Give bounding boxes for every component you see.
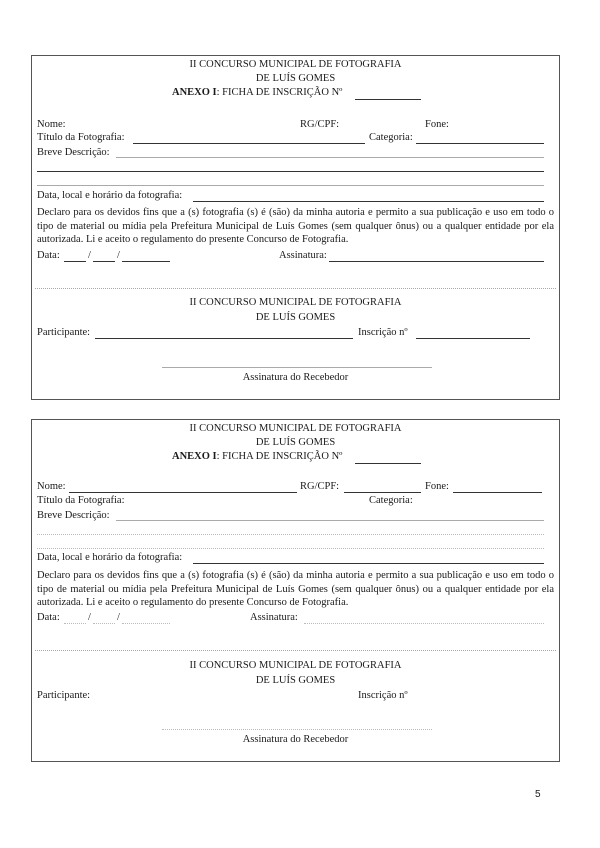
date-separator: /	[88, 612, 91, 623]
inscricao-field[interactable]	[416, 338, 530, 339]
rg-cpf-label: RG/CPF:	[300, 481, 340, 492]
registration-number-field[interactable]	[355, 463, 421, 464]
nome-label: Nome:	[37, 481, 66, 492]
date-year-field[interactable]	[122, 623, 170, 624]
descricao-label: Breve Descrição:	[37, 147, 110, 158]
rg-cpf-label: RG/CPF:	[300, 119, 340, 130]
form-title-line2: DE LUÍS GOMES	[255, 73, 336, 84]
data-local-field[interactable]	[193, 201, 544, 202]
descricao-line-2[interactable]	[37, 534, 544, 535]
assinatura-field[interactable]	[329, 261, 544, 262]
assinatura-label: Assinatura:	[279, 250, 327, 261]
cut-line	[35, 288, 556, 289]
fone-label: Fone:	[425, 481, 449, 492]
form-title-line2: DE LUÍS GOMES	[255, 437, 336, 448]
receiver-signature-label: Assinatura do Recebedor	[242, 372, 349, 383]
annex-title	[172, 87, 342, 99]
titulo-field[interactable]	[133, 143, 365, 144]
descricao-field[interactable]	[116, 520, 544, 521]
date-month-field[interactable]	[93, 261, 115, 262]
receipt-title-line1: II CONCURSO MUNICIPAL DE FOTOGRAFIA	[189, 660, 402, 671]
fone-field[interactable]	[453, 492, 542, 493]
categoria-label: Categoria:	[369, 132, 413, 143]
titulo-label: Título da Fotografia:	[37, 132, 125, 143]
inscricao-label: Inscrição nº	[358, 690, 408, 701]
data-local-field[interactable]	[193, 563, 544, 564]
receiver-signature-field[interactable]	[162, 729, 432, 730]
registration-form-1	[31, 55, 560, 400]
descricao-line-3[interactable]	[37, 185, 544, 186]
descricao-field[interactable]	[116, 157, 544, 158]
declaration-text: Declaro para os devidos fins que a (s) fotografia (s) é (são) da minha autoria e permito a sua publicação e uso em todo o tipo de material ou mídia pela Prefeitura Municipal de Luís Gomes (sem qualquer ônus) ou a qualquer entidade por ela autorizada. Li e aceito o regulamento do presente Concurso de Fotografia.	[37, 207, 554, 245]
annex-label: ANEXO I	[172, 451, 217, 462]
registration-form-2	[31, 419, 560, 762]
participante-field[interactable]	[95, 338, 353, 339]
titulo-label: Título da Fotografia:	[37, 495, 125, 506]
annex-title	[172, 451, 342, 463]
date-separator: /	[117, 250, 120, 261]
annex-subtitle: : FICHA DE INSCRIÇÃO Nº	[216, 87, 343, 98]
data-local-label: Data, local e horário da fotografia:	[37, 552, 183, 563]
participante-label: Participante:	[37, 327, 91, 338]
date-year-field[interactable]	[122, 261, 170, 262]
descricao-line-3[interactable]	[37, 548, 544, 549]
fone-label: Fone:	[425, 119, 449, 130]
form-title-line1: II CONCURSO MUNICIPAL DE FOTOGRAFIA	[189, 423, 402, 434]
categoria-field[interactable]	[416, 143, 544, 144]
descricao-line-2[interactable]	[37, 171, 544, 172]
date-day-field[interactable]	[64, 261, 86, 262]
annex-label: ANEXO I	[172, 87, 217, 98]
date-separator: /	[88, 250, 91, 261]
assinatura-label: Assinatura:	[250, 612, 298, 623]
date-day-field[interactable]	[64, 623, 86, 624]
descricao-label: Breve Descrição:	[37, 510, 110, 521]
receipt-title-line2: DE LUÍS GOMES	[255, 675, 336, 686]
participante-label: Participante:	[37, 690, 91, 701]
receipt-title-line2: DE LUÍS GOMES	[255, 312, 336, 323]
rg-cpf-field[interactable]	[344, 492, 421, 493]
inscricao-label: Inscrição nº	[358, 327, 408, 338]
date-separator: /	[117, 612, 120, 623]
date-month-field[interactable]	[93, 623, 115, 624]
page-number: 5	[535, 789, 541, 800]
form-title-line1: II CONCURSO MUNICIPAL DE FOTOGRAFIA	[189, 59, 402, 70]
cut-line	[35, 650, 556, 651]
data-local-label: Data, local e horário da fotografia:	[37, 190, 183, 201]
data-label: Data:	[37, 612, 60, 623]
nome-field[interactable]	[69, 492, 297, 493]
categoria-label: Categoria:	[369, 495, 413, 506]
declaration-text: Declaro para os devidos fins que a (s) fotografia (s) é (são) da minha autoria e permito a sua publicação e uso em todo o tipo de material ou mídia pela Prefeitura Municipal de Luís Gomes (sem qualquer ônus) ou a qualquer entidade por ela autorizada. Li e aceito o regulamento do presente Concurso de Fotografia.	[37, 570, 554, 608]
registration-number-field[interactable]	[355, 99, 421, 100]
nome-label: Nome:	[37, 119, 66, 130]
receiver-signature-field[interactable]	[162, 367, 432, 368]
receiver-signature-label: Assinatura do Recebedor	[242, 734, 349, 745]
data-label: Data:	[37, 250, 60, 261]
annex-subtitle: : FICHA DE INSCRIÇÃO Nº	[216, 451, 343, 462]
receipt-title-line1: II CONCURSO MUNICIPAL DE FOTOGRAFIA	[189, 297, 402, 308]
assinatura-field[interactable]	[304, 623, 544, 624]
